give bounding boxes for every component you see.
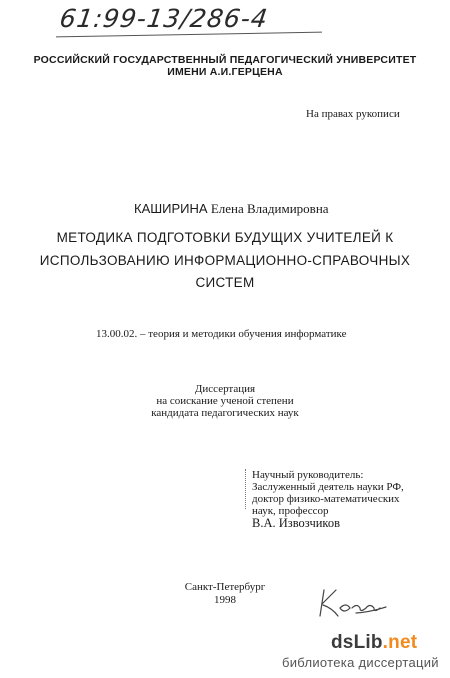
year: 1998 [214,594,236,606]
dissertation-degree-line2: кандидата педагогических наук [151,407,299,419]
advisor-title-line1: Заслуженный деятель науки РФ, [252,481,404,493]
university-name-line1: РОССИЙСКИЙ ГОСУДАРСТВЕННЫЙ ПЕДАГОГИЧЕСКИЙ УНИВЕРСИТЕТ [33,54,417,66]
university-name-line2: ИМЕНИ А.И.ГЕРЦЕНА [167,66,283,78]
advisor-name: В.А. Извозчиков [252,516,341,530]
author-surname: КАШИРИНА [134,201,208,216]
specialty-code: 13.00.02. – теория и методики обучения информатике [96,328,347,340]
thesis-title-line1: МЕТОДИКА ПОДГОТОВКИ БУДУЩИХ УЧИТЕЛЕЙ К [56,230,394,245]
advisor-title-line3: наук, профессор [252,505,329,517]
watermark-subtitle: библиотека диссертаций [282,655,439,670]
city: Санкт-Петербург [184,581,266,593]
thesis-title-line3: СИСТЕМ [195,275,255,290]
author-given-names: Елена Владимировна [210,201,329,216]
dissertation-degree-line1: на соискание ученой степени [156,395,294,407]
thesis-title-line2: ИСПОЛЬЗОВАНИЮ ИНФОРМАЦИОННО-СПРАВОЧНЫХ [39,253,411,268]
author-name [134,201,329,217]
watermark-logo-suffix: .net [382,632,418,653]
watermark-logo [331,632,417,654]
advisor-title-line2: доктор физико-математических [252,493,400,505]
manuscript-rights-note: На правах рукописи [306,108,400,120]
watermark-logo-main: dsLib [331,632,383,653]
archive-stamp-code: 61:99-13/286-4 [57,4,270,33]
advisor-bracket [245,469,249,509]
advisor-heading: Научный руководитель: [252,469,364,481]
dissertation-label: Диссертация [194,383,256,395]
handwritten-signature [318,586,388,620]
